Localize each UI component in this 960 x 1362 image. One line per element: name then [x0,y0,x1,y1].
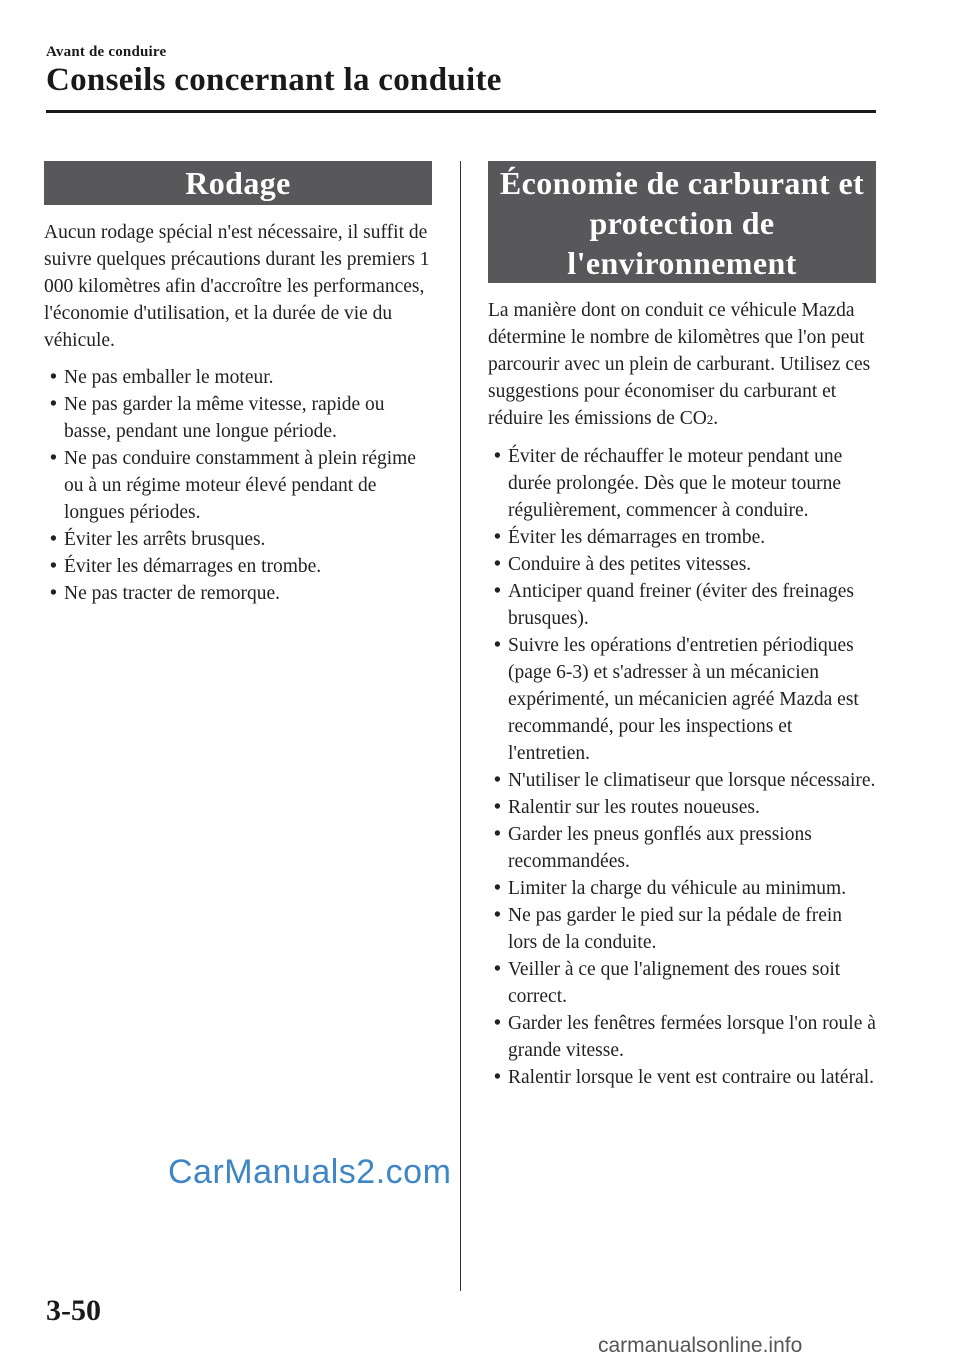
page-title: Conseils concernant la conduite [46,62,502,98]
bullet-icon: • [494,581,501,602]
list-item [488,443,876,524]
list-item [44,526,432,553]
list-item-text: Veiller à ce que l'alignement des roues soit correct. [508,959,841,1007]
bullet-icon: • [494,959,501,980]
right-column [488,161,876,1091]
rodage-bullet-list [44,364,432,607]
bullet-icon: • [50,394,57,415]
list-item [488,875,876,902]
list-item [44,553,432,580]
list-item [488,632,876,767]
list-item [44,445,432,526]
list-item-text: Limiter la charge du véhicule au minimum. [508,878,847,899]
list-item-text: Éviter de réchauffer le moteur pendant une durée prolongée. Dès que le moteur tourne régulièrement, commencer à conduire. [508,446,843,521]
bullet-icon: • [50,448,57,469]
rodage-intro: Aucun rodage spécial n'est nécessaire, il suffit de suivre quelques précautions durant les premiers 1 000 kilomètres afin d'accroître les performances, l'économie d'utilisation, et la durée de vie du véhicule. [44,222,430,351]
watermark-logo: CarManuals2.com [168,1153,452,1191]
list-item [44,391,432,445]
list-item-text: Ne pas emballer le moteur. [64,367,274,388]
list-item [44,364,432,391]
list-item [488,794,876,821]
list-item-text: Ne pas garder la même vitesse, rapide ou basse, pendant une longue période. [64,394,385,442]
economie-banner-line-1: Économie de carburant et [499,165,865,201]
page-number: 3-50 [46,1294,101,1327]
bullet-icon: • [50,583,57,604]
economie-banner-line-2: protection de [589,205,775,241]
bullet-icon: • [494,527,501,548]
column-divider [460,161,461,1291]
list-item-text: Anticiper quand freiner (éviter des freinages brusques). [508,581,854,629]
bullet-icon: • [494,1013,501,1034]
list-item-text: Ralentir sur les routes noueuses. [508,797,760,818]
list-item [488,578,876,632]
list-item-text: N'utiliser le climatiseur que lorsque nécessaire. [508,770,876,791]
list-item-text: Garder les pneus gonflés aux pressions recommandées. [508,824,812,872]
bullet-icon: • [494,905,501,926]
rodage-banner-title: Rodage [185,165,291,201]
economie-intro-end: . [713,408,719,429]
footer-watermark: carmanualsonline.info [598,1334,803,1357]
list-item-text: Éviter les arrêts brusques. [64,529,266,550]
co2-subscript: 2 [706,412,714,427]
bullet-icon: • [494,770,501,791]
list-item [488,821,876,875]
list-item [488,551,876,578]
list-item-text: Garder les fenêtres fermées lorsque l'on roule à grande vitesse. [508,1013,876,1061]
list-item [488,1064,876,1091]
list-item [488,902,876,956]
list-item-text: Ralentir lorsque le vent est contraire ou latéral. [508,1067,875,1088]
economie-banner-line-3: l'environnement [567,245,797,281]
bullet-icon: • [494,797,501,818]
list-item-text: Ne pas tracter de remorque. [64,583,281,604]
header-section-label: Avant de conduire [46,44,167,60]
bullet-icon: • [494,1067,501,1088]
economie-bullet-list [488,443,876,1091]
left-column [44,161,432,607]
list-item [488,767,876,794]
bullet-icon: • [494,878,501,899]
economie-intro [488,297,876,433]
bullet-icon: • [494,446,501,467]
bullet-icon: • [494,635,501,656]
list-item-text: Suivre les opérations d'entretien périodiques (page 6-3) et s'adresser à un mécanicien expérimenté, un mécanicien agréé Mazda est recommandé, pour les inspections et l'entretien. [508,635,859,764]
bullet-icon: • [494,824,501,845]
list-item-text: Conduire à des petites vitesses. [508,554,752,575]
economie-banner [488,161,876,283]
list-item-text: Éviter les démarrages en trombe. [64,556,322,577]
bullet-icon: • [50,529,57,550]
bullet-icon: • [50,556,57,577]
header-rule [46,110,876,113]
rodage-banner [44,161,432,205]
list-item [488,1010,876,1064]
list-item [44,580,432,607]
list-item-text: Éviter les démarrages en trombe. [508,527,766,548]
bullet-icon: • [494,554,501,575]
list-item-text: Ne pas conduire constamment à plein régime ou à un régime moteur élevé pendant de longues périodes. [64,448,416,523]
bullet-icon: • [50,367,57,388]
list-item-text: Ne pas garder le pied sur la pédale de frein lors de la conduite. [508,905,843,953]
list-item [488,956,876,1010]
list-item [488,524,876,551]
economie-intro-text: La manière dont on conduit ce véhicule Mazda détermine le nombre de kilomètres que l'on peut parcourir avec un plein de carburant. Utilisez ces suggestions pour économiser du carburant et réduire les émissions de CO [488,300,871,429]
